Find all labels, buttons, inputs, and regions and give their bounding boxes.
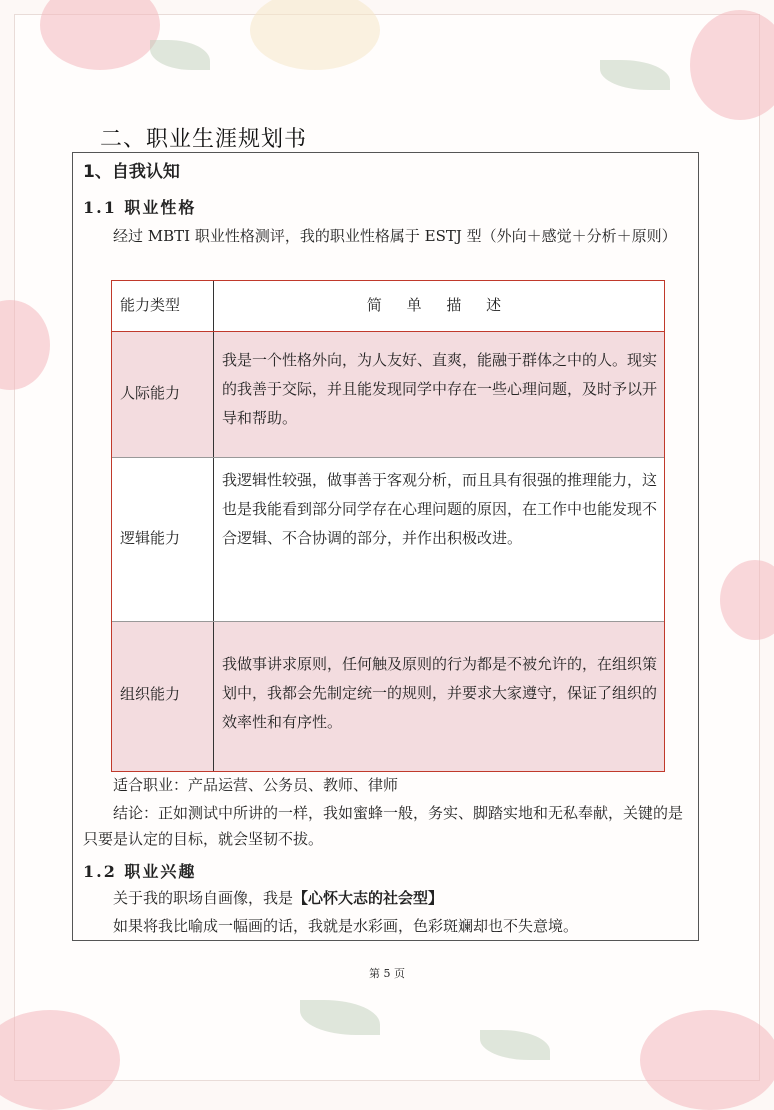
flower-decoration: [640, 1010, 774, 1110]
heading-career-interest: 1.2 职业兴趣: [83, 862, 197, 881]
ability-table: [111, 280, 665, 772]
paragraph-watercolor: 如果将我比喻成一幅画的话，我就是水彩画，色彩斑斓却也不失意境。: [113, 917, 579, 935]
column-divider: [213, 458, 214, 621]
header-ability-type: 能力类型: [120, 296, 181, 314]
column-divider: [213, 332, 214, 457]
heading-career-personality: 1.1 职业性格: [83, 198, 197, 217]
table-row: [112, 457, 664, 621]
heading-self-awareness: 1、自我认知: [83, 162, 180, 182]
table-header-row: [112, 281, 664, 331]
ability-type-cell: 逻辑能力: [120, 529, 181, 547]
ability-description-cell: 我做事讲求原则，任何触及原则的行为都是不被允许的，在组织策划中，我都会先制定统一的规则，并要求大家遵守，保证了组织的效率性和有序性。: [222, 655, 658, 731]
self-portrait-text: 关于我的职场自画像，我是: [113, 889, 294, 907]
table-row: [112, 331, 664, 457]
conclusion: 结论：正如测试中所讲的一样，我如蜜蜂一般，务实、脚踏实地和无私奉献，关键的是只要是认定的目标，就会坚韧不拔。: [83, 804, 684, 848]
header-description: 简 单 描 述: [366, 296, 512, 314]
content-box: [72, 152, 699, 941]
ability-type-cell: 组织能力: [120, 685, 181, 703]
column-divider: [213, 622, 214, 771]
ability-description-cell: 我逻辑性较强，做事善于客观分析，而且具有很强的推理能力，这也是我能看到部分同学存在心理问题的原因，在工作中也能发现不合逻辑、不合协调的部分，并作出积极改进。: [222, 471, 658, 547]
paragraph-self-portrait: [83, 885, 695, 911]
ability-description-cell: 我是一个性格外向，为人友好、直爽，能融于群体之中的人。现实的我善于交际，并且能发现同学中存在一些心理问题，及时予以开导和帮助。: [222, 351, 658, 427]
section-heading: 二、职业生涯规划书: [100, 127, 308, 152]
self-portrait-highlight: 【心怀大志的社会型】: [293, 889, 444, 907]
suitable-jobs: 适合职业：产品运营、公务员、教师、律师: [113, 776, 399, 794]
paragraph-mbti: 经过 MBTI 职业性格测评，我的职业性格属于 ESTJ 型（外向＋感觉＋分析＋原则）: [113, 227, 677, 245]
ability-type-cell: 人际能力: [120, 384, 181, 402]
page-number: 第 5 页: [369, 967, 405, 980]
table-row: [112, 621, 664, 771]
